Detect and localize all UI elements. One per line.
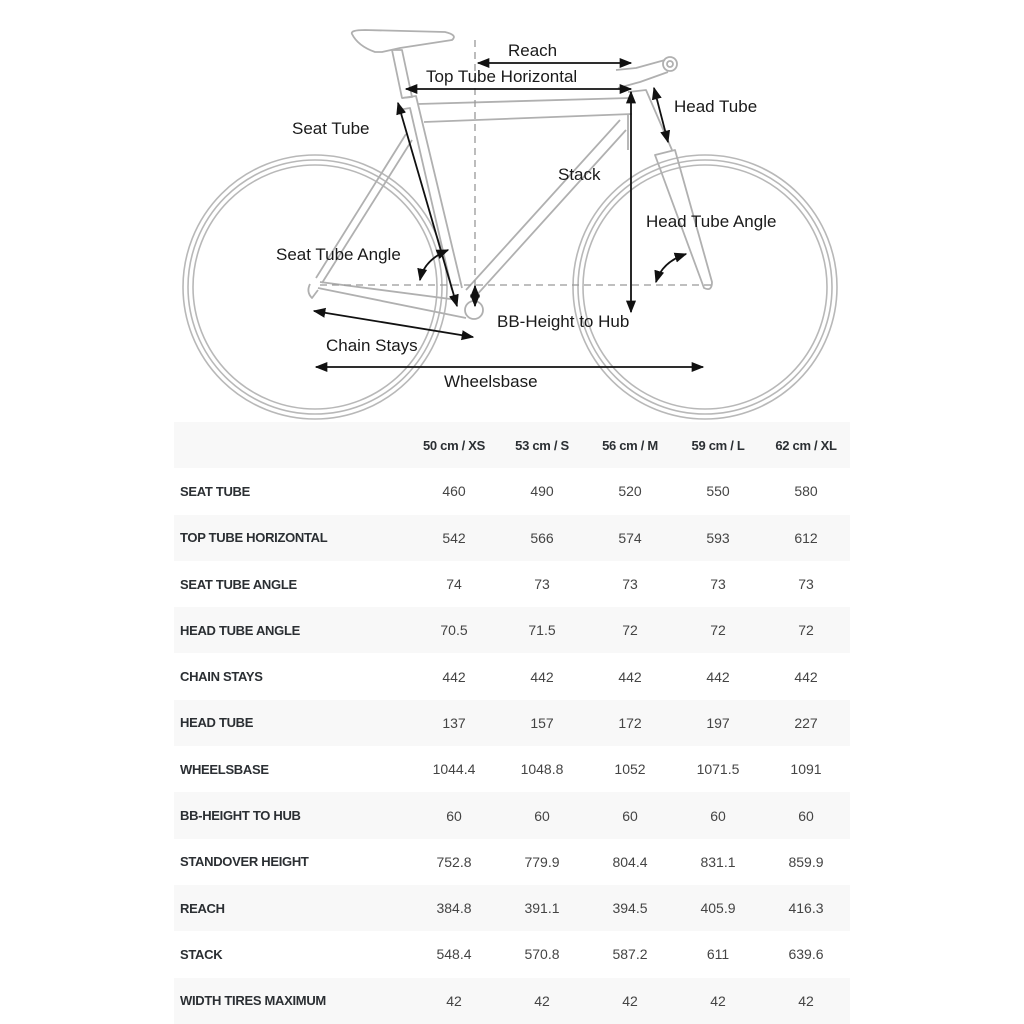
row-value: 442 <box>442 668 466 685</box>
row-value: 42 <box>622 992 638 1009</box>
table-row <box>174 607 850 653</box>
header-size-xs: 50 cm / XS <box>422 437 486 453</box>
header-size-l: 59 cm / L <box>691 437 745 453</box>
row-value: 172 <box>618 714 642 731</box>
row-value: 587.2 <box>612 946 648 963</box>
row-value: 42 <box>710 992 726 1009</box>
row-label: CHAIN STAYS <box>180 669 263 685</box>
row-value: 227 <box>794 714 818 731</box>
row-value: 442 <box>618 668 642 685</box>
table-row <box>174 700 850 746</box>
row-label: STANDOVER HEIGHT <box>180 854 309 870</box>
row-value: 60 <box>622 807 638 824</box>
row-value: 42 <box>446 992 462 1009</box>
table-row <box>174 792 850 838</box>
table-row <box>174 885 850 931</box>
rear-wheel <box>183 155 447 419</box>
table-row <box>174 515 850 561</box>
label-head-tube-angle: Head Tube Angle <box>646 212 777 231</box>
row-value: 804.4 <box>612 853 648 870</box>
row-value: 779.9 <box>524 853 560 870</box>
label-chain-stays: Chain Stays <box>326 336 418 355</box>
row-value: 639.6 <box>788 946 824 963</box>
row-value: 405.9 <box>700 900 736 917</box>
bike-geometry-diagram <box>0 0 1024 420</box>
row-value: 550 <box>706 483 730 500</box>
label-bb-height-to-hub: BB-Height to Hub <box>497 312 630 331</box>
row-value: 416.3 <box>788 900 824 917</box>
header-size-s: 53 cm / S <box>515 437 569 453</box>
row-value: 73 <box>534 576 550 593</box>
row-value: 72 <box>710 622 726 639</box>
header-cell-blank <box>174 422 410 468</box>
row-label: SEAT TUBE ANGLE <box>180 576 297 592</box>
row-value: 197 <box>706 714 730 731</box>
row-value: 442 <box>794 668 818 685</box>
table-row <box>174 746 850 792</box>
row-value: 384.8 <box>436 900 472 917</box>
row-value: 442 <box>530 668 554 685</box>
table-row <box>174 839 850 885</box>
row-label: SEAT TUBE <box>180 483 251 499</box>
row-value: 394.5 <box>612 900 648 917</box>
label-seat-tube: Seat Tube <box>292 119 370 138</box>
row-value: 60 <box>798 807 814 824</box>
row-value: 542 <box>442 529 466 546</box>
row-value: 73 <box>622 576 638 593</box>
row-value: 574 <box>618 529 642 546</box>
table-row <box>174 978 850 1024</box>
row-value: 73 <box>710 576 726 593</box>
row-value: 570.8 <box>524 946 560 963</box>
table-row <box>174 931 850 977</box>
row-value: 566 <box>530 529 554 546</box>
header-size-xl: 62 cm / XL <box>775 437 837 453</box>
row-label: STACK <box>180 946 223 962</box>
row-value: 74 <box>446 576 462 593</box>
table-row <box>174 653 850 699</box>
seat-tube-arrow <box>398 103 457 306</box>
row-value: 612 <box>794 529 818 546</box>
row-value: 752.8 <box>436 853 472 870</box>
geometry-table <box>174 422 850 1024</box>
row-value: 391.1 <box>524 900 560 917</box>
front-wheel <box>573 155 837 419</box>
row-value: 70.5 <box>440 622 468 639</box>
row-value: 73 <box>798 576 814 593</box>
row-value: 593 <box>706 529 730 546</box>
row-value: 42 <box>534 992 550 1009</box>
row-value: 520 <box>618 483 642 500</box>
row-value: 72 <box>622 622 638 639</box>
head-tube-angle-arrow <box>656 254 686 282</box>
label-stack: Stack <box>558 165 601 184</box>
row-value: 71.5 <box>528 622 556 639</box>
row-value: 1071.5 <box>696 761 740 778</box>
label-reach: Reach <box>508 41 558 60</box>
row-label: HEAD TUBE ANGLE <box>180 622 300 638</box>
row-label: TOP TUBE HORIZONTAL <box>180 530 328 546</box>
row-value: 442 <box>706 668 730 685</box>
row-value: 1048.8 <box>520 761 564 778</box>
table-row <box>174 561 850 607</box>
row-value: 1052 <box>614 761 646 778</box>
row-value: 490 <box>530 483 554 500</box>
row-value: 72 <box>798 622 814 639</box>
header-size-m: 56 cm / M <box>602 437 658 453</box>
row-value: 157 <box>530 714 554 731</box>
label-seat-tube-angle: Seat Tube Angle <box>276 245 401 264</box>
row-value: 137 <box>442 714 466 731</box>
row-value: 611 <box>706 946 730 963</box>
row-label: WHEELSBASE <box>180 761 269 777</box>
row-value: 859.9 <box>788 853 824 870</box>
row-value: 60 <box>534 807 550 824</box>
row-value: 548.4 <box>436 946 472 963</box>
label-top-tube-horizontal: Top Tube Horizontal <box>426 67 578 86</box>
row-value: 42 <box>798 992 814 1009</box>
table-row <box>174 468 850 514</box>
row-value: 1044.4 <box>432 761 476 778</box>
row-label: REACH <box>180 900 225 916</box>
row-value: 1091 <box>790 761 822 778</box>
row-label: HEAD TUBE <box>180 715 254 731</box>
row-value: 60 <box>710 807 726 824</box>
row-value: 60 <box>446 807 462 824</box>
row-value: 580 <box>794 483 818 500</box>
label-head-tube: Head Tube <box>674 97 758 116</box>
table-header-row <box>174 422 850 468</box>
row-value: 460 <box>442 483 466 500</box>
row-label: BB-HEIGHT TO HUB <box>180 808 301 824</box>
row-label: WIDTH TIRES MAXIMUM <box>180 993 326 1009</box>
row-value: 831.1 <box>700 853 736 870</box>
label-wheelsbase: Wheelsbase <box>444 372 538 391</box>
